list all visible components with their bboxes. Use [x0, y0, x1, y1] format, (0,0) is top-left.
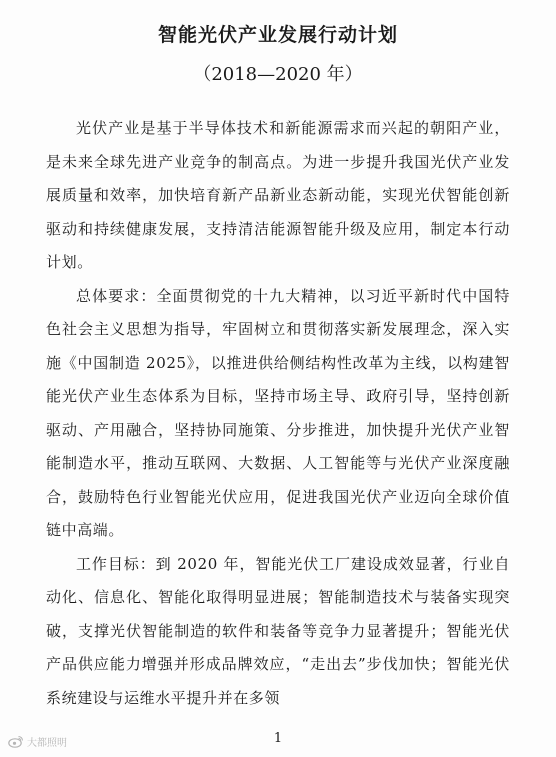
page-number: 1: [273, 731, 283, 746]
watermark-text: 大都照明: [27, 738, 67, 749]
paragraph-work-objectives: 工作目标：到 2020 年，智能光伏工厂建设成效显著，行业自动化、信息化、智能化取得明显进展；智能制造技术与装备实现突破，支撑光伏智能制造的软件和装备等竞争力显著提升；智能光伏产品供应能力增强并形成品牌效应，“走出去”步伐加快；智能光伏系统建设与运维水平提升并在多领: [46, 554, 510, 707]
weibo-icon: [8, 735, 24, 748]
paragraph-general-requirements: 总体要求：全面贯彻党的十九大精神，以习近平新时代中国特色社会主义思想为指导，牢固树立和贯彻落实新发展理念，深入实施《中国制造 2025》，以推进供给侧结构性改革为主线，以构建智能光伏产业生态体系为目标，坚持市场主导、政府引导，坚持创新驱动、产用融合，坚持协同施策、分步推进，加快提升光伏产业智能制造水平，推动互联网、大数据、人工智能等与光伏产业深度融合，鼓励特色行业智能光伏应用，促进我国光伏产业迈向全球价值链中高端。: [46, 286, 510, 539]
paragraph-intro: 光伏产业是基于半导体技术和新能源需求而兴起的朝阳产业，是未来全球先进产业竞争的制高点。为进一步提升我国光伏产业发展质量和效率，加快培育新产品新业态新动能，实现光伏智能创新驱动和持续健康发展，支持清洁能源智能升级及应用，制定本行动计划。: [46, 119, 510, 271]
document-body: [46, 112, 510, 715]
watermark: [8, 734, 67, 749]
document-title: 智能光伏产业发展行动计划: [157, 24, 398, 46]
document-subtitle: （2018—2020 年）: [193, 64, 363, 85]
